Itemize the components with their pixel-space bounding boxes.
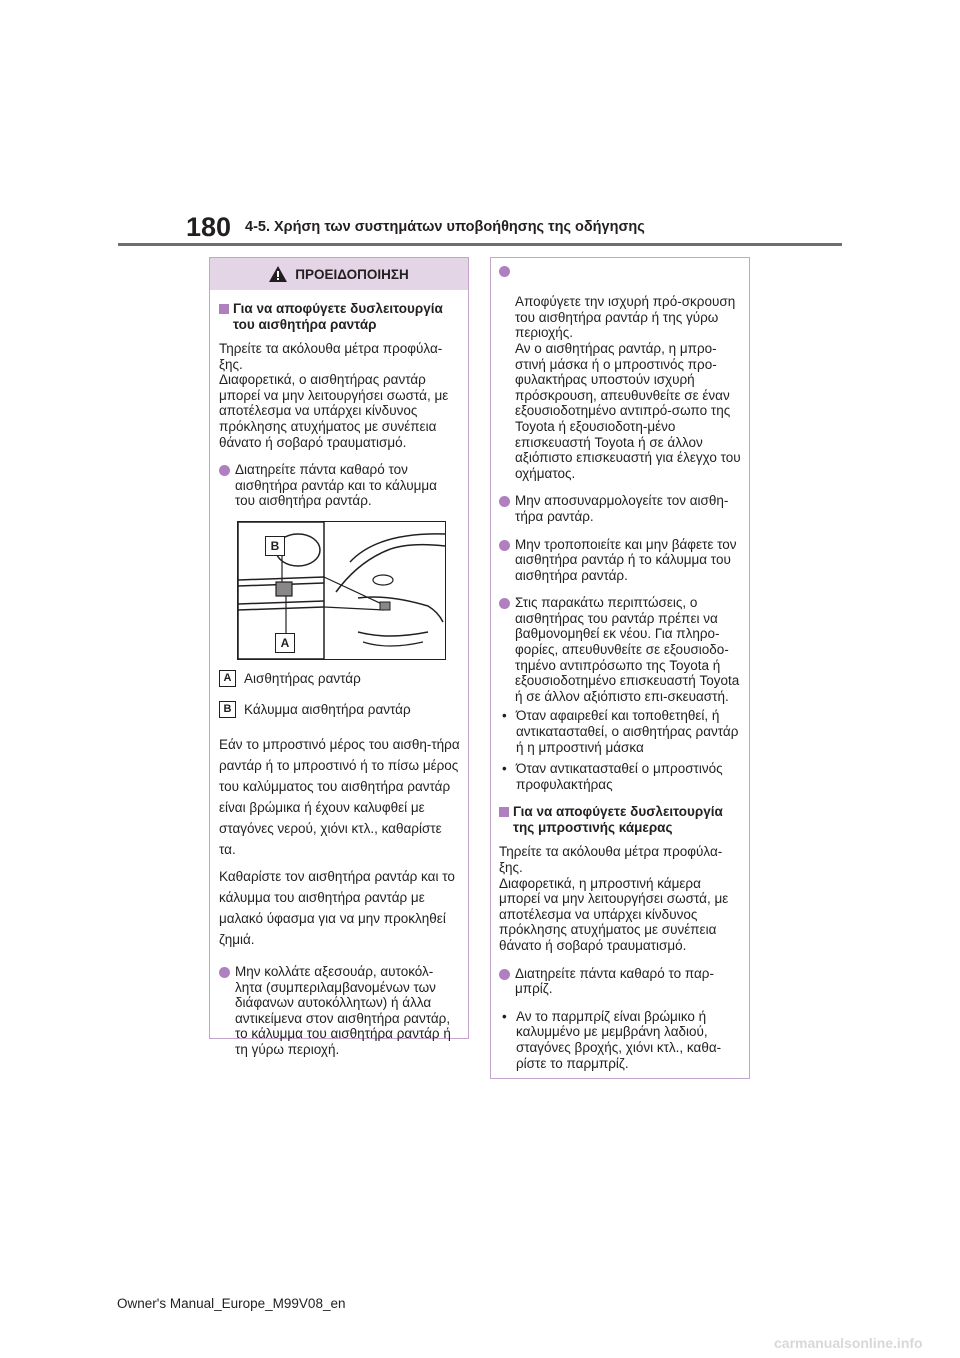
bullet-text: Μην αποσυναρμολογείτε τον αισθη-τήρα ραντάρ. xyxy=(515,493,729,524)
paragraph: Εάν το μπροστινό μέρος του αισθη-τήρα ραντάρ ή το μπροστινό ή το πίσω μέρος του καλύμματος του αισθητήρα ραντάρ είναι βρώμικα ή έχουν καλυφθεί με σταγόνες νερού, χιόνι κτλ., καθαρίστε τα. xyxy=(219,736,460,857)
legend-text: Αισθητήρας ραντάρ xyxy=(244,670,361,686)
circle-bullet-icon xyxy=(499,598,510,609)
section-title: 4-5. Χρήση των συστημάτων υποβοήθησης της οδήγησης xyxy=(245,219,645,235)
circle-bullet-icon xyxy=(219,967,230,978)
bullet-text: Διατηρείτε πάντα καθαρό τον αισθητήρα ραντάρ και το κάλυμμα του αισθητήρα ραντάρ. xyxy=(235,462,437,509)
bullet-item xyxy=(499,263,741,481)
page-number: 180 xyxy=(186,212,232,242)
sub-bullet-item: • Όταν αφαιρεθεί και τοποθετηθεί, ή αντικατασταθεί, ο αισθητήρας ραντάρ ή η μπροστινή μάσκα xyxy=(502,708,741,755)
warning-box-right xyxy=(490,257,750,1079)
warning-title: ΠΡΟΕΙΔΟΠΟΙΗΣΗ xyxy=(295,266,409,282)
warning-box-left xyxy=(209,257,469,1057)
circle-bullet-icon xyxy=(499,540,510,551)
subsection-heading xyxy=(219,301,460,333)
figure-label-a: A xyxy=(275,633,295,653)
figure-label-b: B xyxy=(265,536,285,556)
heading-text: Για να αποφύγετε δυσλειτουργία της μπροστινής κάμερας xyxy=(513,804,723,836)
sub-bullet-item: • Όταν αντικατασταθεί ο μπροστινός προφυλακτήρας xyxy=(502,761,741,792)
watermark: carmanualsonline.info xyxy=(774,1335,923,1351)
circle-bullet-icon xyxy=(499,496,510,507)
intro-text: Τηρείτε τα ακόλουθα μέτρα προφύλα-ξης. Διαφορετικά, η μπροστινή κάμερα μπορεί να μην λειτουργήσει σωστά, με αποτέλεσμα να υπάρχει κίνδυνος πρόκλησης ατυχήματος με συνέπεια θάνατο ή σοβαρό τραυματισμό. xyxy=(499,844,729,953)
bullet-item xyxy=(499,595,741,704)
legend-text: Κάλυμμα αισθητήρα ραντάρ xyxy=(244,701,411,717)
bullet-text: Διατηρείτε πάντα καθαρό το παρ-μπρίζ. xyxy=(515,965,714,997)
bullet-item xyxy=(499,493,741,524)
warning-icon xyxy=(269,266,287,282)
legend-item xyxy=(219,670,460,687)
bullet-item xyxy=(499,966,741,997)
paragraph: Καθαρίστε τον αισθητήρα ραντάρ και το κάλυμμα του αισθητήρα ραντάρ με μαλακό ύφασμα για να μην προκληθεί ζημιά. xyxy=(219,868,455,947)
footer-text: Owner's Manual_Europe_M99V08_en xyxy=(117,1296,346,1311)
legend-item xyxy=(219,701,460,718)
circle-bullet-icon xyxy=(219,465,230,476)
bullet-text: Στις παρακάτω περιπτώσεις, ο αισθητήρας του ραντάρ πρέπει να βαθμονομηθεί εκ νέου. Για πληρο-φορίες, απευθυνθείτε σε εξουσιοδο-τημένο αντιπρόσωπο της Toyota ή εξουσιοδοτημένο επισκευαστή Toyota ή σε άλλον αξιόπιστο επι-σκευαστή. xyxy=(515,595,740,704)
circle-bullet-icon xyxy=(499,266,510,277)
bullet-item xyxy=(499,537,741,584)
bullet-text: Μην κολλάτε αξεσουάρ, αυτοκόλ-λητα (συμπεριλαμβανομένων των διάφανων αυτοκόλλητων) ή άλλα αντικείμενα στον αισθητήρα ραντάρ, το κάλυμμα του αισθητήρα ραντάρ ή τη γύρω περιοχή. xyxy=(235,963,451,1057)
square-bullet-icon xyxy=(499,807,509,817)
bullet-text: Μην τροποποιείτε και μην βάφετε τον αισθητήρα ραντάρ ή το κάλυμμα του αισθητήρα ραντάρ. xyxy=(515,536,737,583)
heading-text: Για να αποφύγετε δυσλειτουργία του αισθητήρα ραντάρ xyxy=(233,301,443,332)
warning-header xyxy=(210,258,468,290)
circle-bullet-icon xyxy=(499,969,510,980)
bullet-text: Αποφύγετε την ισχυρή πρό-σκρουση του αισθητήρα ραντάρ ή της γύρω περιοχής. Αν ο αισθητήρας ραντάρ, η μπρο-στινή μάσκα ή ο μπροστινός προ-φυλακτήρας υποστούν ισχυρή πρόσκρουση, απευθυνθείτε σε έναν εξουσιοδοτημένο αντιπρό-σωπο της Toyota ή εξουσιοδοτη-μένο επισκευαστή Toyota ή σε άλλον αξιόπιστο επισκευαστή για έλεγχο του οχήματος. xyxy=(515,294,741,481)
intro-text: Τηρείτε τα ακόλουθα μέτρα προφύλα-ξης. Διαφορετικά, ο αισθητήρας ραντάρ μπορεί να μην λειτουργήσει σωστά, με αποτέλεσμα να υπάρχει κίνδυνος πρόκλησης ατυχήματος με συνέπεια θάνατο ή σοβαρό τραυματισμό. xyxy=(219,341,449,450)
radar-sensor-figure xyxy=(237,521,446,660)
subsection-heading xyxy=(499,804,741,836)
bullet-item xyxy=(219,462,460,509)
header-divider xyxy=(118,243,842,246)
bullet-item xyxy=(219,964,460,1058)
square-bullet-icon xyxy=(219,304,229,314)
sub-bullet-item: • Αν το παρμπρίζ είναι βρώμικο ή καλυμμένο με μεμβράνη λαδιού, σταγόνες βροχής, χιόνι κτλ., καθα-ρίστε το παρμπρίζ. xyxy=(502,1009,741,1071)
legend-letter: B xyxy=(219,701,236,718)
legend-letter: A xyxy=(219,670,236,687)
